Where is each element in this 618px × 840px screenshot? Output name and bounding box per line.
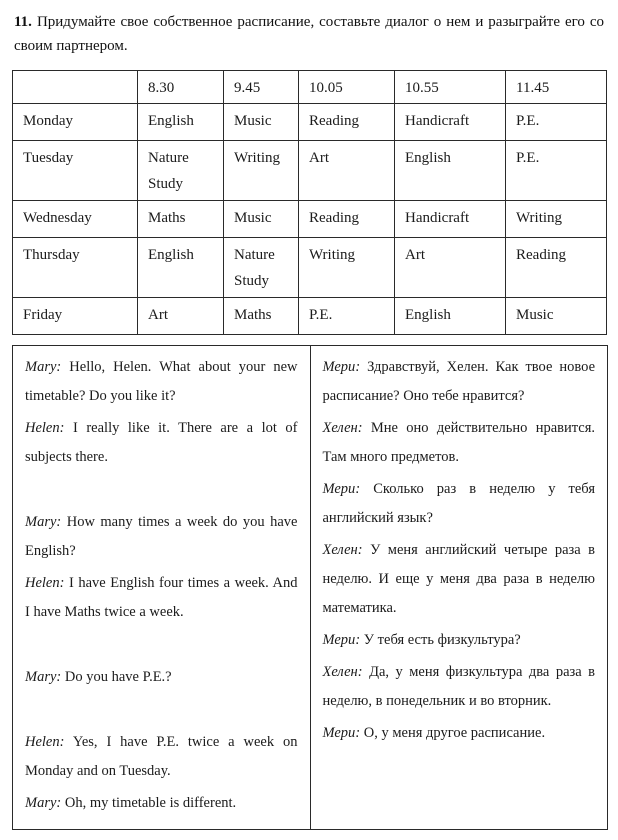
dialogue-section — [12, 345, 608, 830]
subject-cell: English — [138, 238, 224, 298]
task-number: 11. — [14, 14, 32, 30]
day-cell: Monday — [13, 104, 138, 141]
dialogue-text: Сколько раз в неделю у тебя английский язык? — [322, 481, 595, 526]
time-header-cell: 8.30 — [138, 71, 224, 104]
dialogue-line — [323, 353, 596, 411]
subject-cell: Music — [224, 104, 299, 141]
day-cell: Thursday — [13, 238, 138, 298]
speaker-name: Mary : — [25, 669, 61, 685]
day-cell: Tuesday — [13, 141, 138, 201]
subject-cell: Music — [224, 201, 299, 238]
subject-cell: English — [138, 104, 224, 141]
speaker-name: Мери : — [323, 359, 361, 375]
timetable-row — [13, 238, 607, 298]
subject-cell: Music — [506, 298, 607, 335]
subject-cell: P.E. — [299, 298, 395, 335]
speaker-name: Mary : — [25, 514, 61, 530]
subject-cell: P.E. — [506, 104, 607, 141]
time-header-cell: 11.45 — [506, 71, 607, 104]
dialogue-line — [323, 536, 596, 623]
speaker-name: Хелен : — [323, 420, 363, 436]
subject-cell: Art — [395, 238, 506, 298]
dialogue-line — [25, 789, 298, 818]
dialogue-russian-column — [310, 346, 608, 829]
speaker-name: Мери : — [323, 725, 361, 741]
subject-cell: English — [395, 141, 506, 201]
subject-cell: Nature Study — [224, 238, 299, 298]
dialogue-text: I have English four times a week. And I have Maths twice a week. — [25, 575, 298, 620]
subject-cell: Reading — [299, 201, 395, 238]
dialogue-text: Здравствуй, Хелен. Как твое новое расписание? Оно тебе нравится? — [322, 359, 596, 404]
dialogue-text: Do you have P.E.? — [64, 669, 172, 685]
task-header — [14, 10, 604, 58]
dialogue-text: Да, у меня физкультура два раза в неделю, в понедельник и во вторник. — [322, 664, 595, 709]
dialogue-text: Oh, my timetable is different. — [64, 795, 237, 811]
subject-cell: Writing — [506, 201, 607, 238]
dialogue-text: I really like it. There are a lot of subjects there. — [25, 420, 298, 465]
dialogue-line — [323, 414, 596, 472]
subject-cell: Handicraft — [395, 104, 506, 141]
dialogue-line — [323, 658, 596, 716]
subject-cell: Handicraft — [395, 201, 506, 238]
dialogue-text: Мне оно действительно нравится. Там много предметов. — [322, 420, 595, 465]
dialogue-text: Hello, Helen. What about your new timetable? Do you like it? — [25, 359, 298, 404]
timetable-row — [13, 201, 607, 238]
day-cell: Friday — [13, 298, 138, 335]
timetable-row — [13, 298, 607, 335]
time-header-cell: 10.05 — [299, 71, 395, 104]
subject-cell: Art — [299, 141, 395, 201]
dialogue-line — [25, 508, 298, 566]
speaker-name: Helen : — [25, 734, 64, 750]
subject-cell: Maths — [224, 298, 299, 335]
subject-cell: Art — [138, 298, 224, 335]
dialogue-line — [25, 353, 298, 411]
speaker-name: Helen : — [25, 575, 64, 591]
subject-cell: Reading — [506, 238, 607, 298]
dialogue-line — [25, 728, 298, 786]
dialogue-text: Yes, I have P.E. twice a week on Monday and on Tuesday. — [25, 734, 298, 779]
speaker-name: Мери : — [323, 481, 361, 497]
dialogue-text: How many times a week do you have English? — [25, 514, 298, 559]
subject-cell: Nature Study — [138, 141, 224, 201]
speaker-name: Хелен : — [323, 542, 363, 558]
day-cell: Wednesday — [13, 201, 138, 238]
empty-corner-cell — [13, 71, 138, 104]
subject-cell: English — [395, 298, 506, 335]
dialogue-line — [323, 719, 596, 748]
task-text: Придумайте свое собственное расписание, составьте диалог о нем и разыграйте его со своим партнером. — [14, 14, 604, 54]
subject-cell: Maths — [138, 201, 224, 238]
dialogue-line — [25, 569, 298, 627]
timetable-row — [13, 104, 607, 141]
time-header-cell: 10.55 — [395, 71, 506, 104]
timetable-header-row — [13, 71, 607, 104]
subject-cell: Writing — [299, 238, 395, 298]
subject-cell: Writing — [224, 141, 299, 201]
dialogue-english-column — [13, 346, 310, 829]
speaker-name: Mary : — [25, 359, 61, 375]
dialogue-line — [323, 475, 596, 533]
speaker-name: Helen : — [25, 420, 64, 436]
dialogue-text: У тебя есть физкультура? — [363, 632, 521, 648]
subject-cell: Reading — [299, 104, 395, 141]
dialogue-text: О, у меня другое расписание. — [363, 725, 546, 741]
dialogue-line — [25, 663, 298, 692]
timetable — [12, 70, 607, 335]
dialogue-line — [25, 414, 298, 472]
speaker-name: Mary : — [25, 795, 61, 811]
time-header-cell: 9.45 — [224, 71, 299, 104]
speaker-name: Хелен : — [323, 664, 363, 680]
dialogue-text: У меня английский четыре раза в неделю. И еще у меня два раза в неделю математика. — [322, 542, 595, 616]
dialogue-line — [323, 626, 596, 655]
timetable-row — [13, 141, 607, 201]
subject-cell: P.E. — [506, 141, 607, 201]
speaker-name: Мери : — [323, 632, 361, 648]
